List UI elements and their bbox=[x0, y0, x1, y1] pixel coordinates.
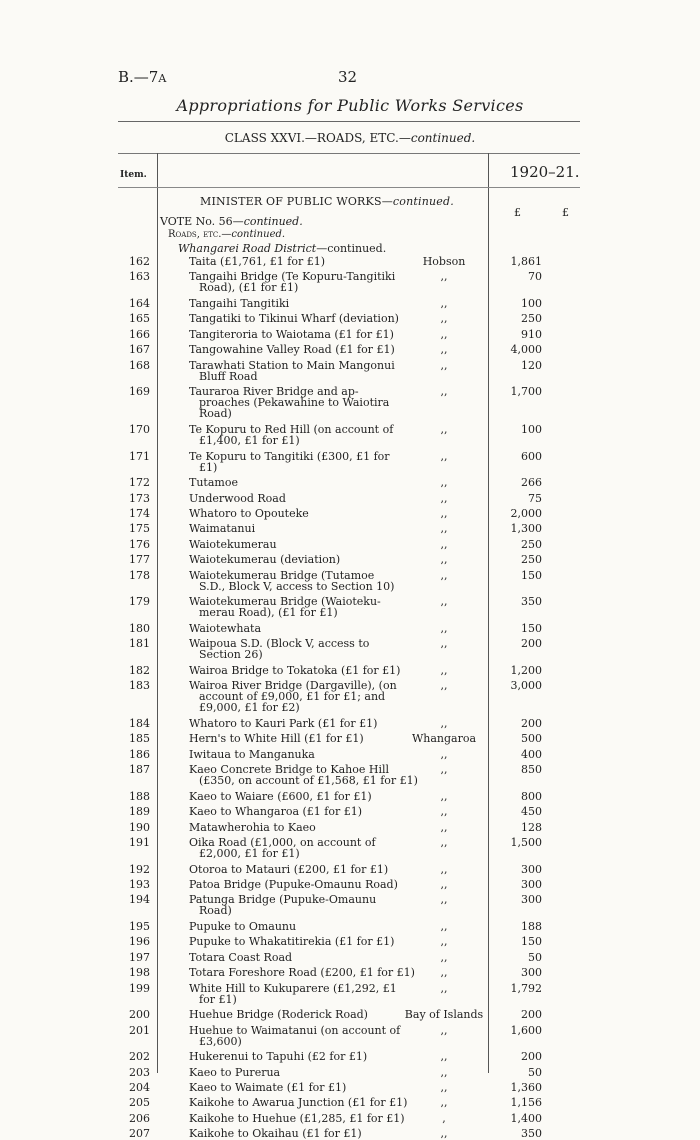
item-number: 200 bbox=[129, 1008, 150, 1022]
amount: 50 bbox=[528, 950, 542, 964]
item-number: 171 bbox=[129, 449, 150, 463]
amount: 600 bbox=[521, 449, 542, 463]
item-description bbox=[189, 983, 419, 1005]
item-number: 168 bbox=[129, 358, 150, 372]
amount: 1,500 bbox=[510, 836, 542, 849]
electoral-district: ,, bbox=[440, 637, 448, 651]
reference-suffix: A bbox=[158, 72, 167, 85]
description-line: Waiotekumerau bbox=[189, 537, 277, 551]
pound-sign-left: £ bbox=[514, 206, 521, 219]
item-column-header: Item. bbox=[120, 170, 147, 180]
item-description bbox=[189, 1082, 419, 1093]
item-description bbox=[189, 271, 419, 293]
electoral-district: ,, bbox=[440, 878, 448, 891]
electoral-district: ,, bbox=[440, 270, 448, 284]
description-line: Te Kopuru to Red Hill (on account of bbox=[189, 423, 394, 436]
roads-continued: continued. bbox=[231, 229, 286, 240]
item-description bbox=[189, 360, 419, 382]
district-heading bbox=[178, 242, 386, 255]
item-number: 190 bbox=[129, 820, 150, 834]
electoral-district: ,, bbox=[440, 920, 448, 933]
electoral-district: ,, bbox=[440, 981, 448, 995]
item-number: 181 bbox=[129, 637, 150, 651]
description-line: £9,000, £1 for £2) bbox=[199, 701, 300, 715]
item-description bbox=[189, 554, 419, 565]
item-description bbox=[189, 921, 419, 932]
electoral-district: ,, bbox=[440, 385, 448, 399]
description-line: Tarawhati Station to Main Mangonui bbox=[189, 358, 395, 372]
description-line: Kaikohe to Awarua Junction (£1 for £1) bbox=[189, 1096, 408, 1110]
electoral-district: ,, bbox=[440, 595, 448, 609]
electoral-district: ,, bbox=[440, 679, 448, 693]
electoral-district: ,, bbox=[440, 476, 448, 490]
item-number: 185 bbox=[129, 732, 150, 746]
description-line: for £1) bbox=[199, 992, 237, 1006]
amount: 450 bbox=[521, 805, 542, 819]
description-line: Bluff Road bbox=[199, 369, 258, 383]
table-top-rule bbox=[118, 153, 580, 154]
item-number: 167 bbox=[129, 343, 150, 357]
description-line: Wairoa River Bridge (Dargaville), (on bbox=[189, 679, 397, 693]
description-line: Kaikohe to Huehue (£1,285, £1 for £1) bbox=[189, 1111, 405, 1125]
item-number: 162 bbox=[129, 255, 150, 268]
description-line: White Hill to Kukuparere (£1,292, £1 bbox=[189, 981, 397, 995]
amount: 300 bbox=[521, 893, 542, 907]
amount: 250 bbox=[521, 312, 542, 326]
item-number: 165 bbox=[129, 312, 150, 326]
item-description bbox=[189, 665, 419, 676]
item-description bbox=[189, 680, 419, 713]
page-number: 32 bbox=[338, 68, 358, 86]
description-line: Kaikohe to Okaihau (£1 for £1) bbox=[189, 1127, 362, 1140]
item-description bbox=[189, 1113, 419, 1124]
item-number: 191 bbox=[129, 836, 150, 849]
item-number: 186 bbox=[129, 747, 150, 761]
item-description bbox=[189, 791, 419, 802]
description-line: Tangaihi Bridge (Te Kopuru-Tangitiki bbox=[189, 270, 396, 284]
amount: 250 bbox=[521, 553, 542, 567]
amount: 1,861 bbox=[510, 255, 542, 268]
item-number: 207 bbox=[129, 1127, 150, 1140]
amount: 1,300 bbox=[510, 522, 542, 536]
amount: 266 bbox=[521, 476, 542, 490]
item-description bbox=[189, 508, 419, 519]
item-number: 205 bbox=[129, 1096, 150, 1110]
description-line: (£350, on account of £1,568, £1 for £1) bbox=[199, 774, 418, 788]
item-number: 187 bbox=[129, 763, 150, 777]
amount: 500 bbox=[521, 732, 542, 746]
electoral-district: Bay of Islands bbox=[404, 1008, 484, 1022]
amount: 200 bbox=[521, 717, 542, 730]
item-number: 178 bbox=[129, 568, 150, 582]
amount: 50 bbox=[528, 1065, 542, 1079]
item-description bbox=[189, 344, 419, 355]
item-number: 163 bbox=[129, 270, 150, 284]
item-column-divider bbox=[157, 153, 158, 1073]
item-number: 204 bbox=[129, 1081, 150, 1094]
item-description bbox=[189, 596, 419, 618]
item-description bbox=[189, 718, 419, 729]
item-number: 173 bbox=[129, 491, 150, 505]
electoral-district: Whangaroa bbox=[411, 732, 477, 746]
item-number: 172 bbox=[129, 476, 150, 490]
description-line: Hukerenui to Tapuhi (£2 for £1) bbox=[189, 1050, 368, 1064]
page-title: Appropriations for Public Works Services bbox=[176, 96, 524, 115]
amount: 100 bbox=[521, 423, 542, 436]
amount: 250 bbox=[521, 537, 542, 551]
item-number: 169 bbox=[129, 385, 150, 399]
item-description bbox=[189, 733, 419, 744]
item-description bbox=[189, 493, 419, 504]
item-description bbox=[189, 256, 419, 267]
description-line: Patunga Bridge (Pupuke-Omaunu bbox=[189, 893, 377, 907]
description-line: Waiotekumerau Bridge (Waioteku- bbox=[189, 595, 381, 609]
electoral-district: Hobson bbox=[422, 255, 466, 268]
description-line: Whatoro to Opouteke bbox=[189, 507, 309, 520]
amount: 1,156 bbox=[510, 1096, 542, 1110]
description-line: Totara Coast Road bbox=[189, 950, 293, 964]
amount: 150 bbox=[521, 935, 542, 949]
description-line: Waiotekumerau Bridge (Tutamoe bbox=[189, 568, 375, 582]
item-number: 199 bbox=[129, 981, 150, 995]
item-description bbox=[189, 1097, 419, 1108]
item-number: 195 bbox=[129, 920, 150, 933]
item-number: 197 bbox=[129, 950, 150, 964]
amount: 300 bbox=[521, 878, 542, 891]
description-line: Underwood Road bbox=[189, 491, 286, 505]
item-number: 202 bbox=[129, 1050, 150, 1064]
roads-label: Roads, etc.— bbox=[168, 229, 232, 240]
description-line: Tutamoe bbox=[189, 476, 238, 490]
electoral-district: ,, bbox=[440, 1096, 448, 1110]
electoral-district: ,, bbox=[440, 507, 448, 520]
electoral-district: ,, bbox=[440, 893, 448, 907]
amount: 910 bbox=[521, 327, 542, 341]
amount: 188 bbox=[521, 920, 542, 933]
item-description bbox=[189, 806, 419, 817]
electoral-district: ,, bbox=[440, 1065, 448, 1079]
reference-main: B.—7 bbox=[118, 68, 159, 86]
electoral-district: ,, bbox=[440, 491, 448, 505]
item-description bbox=[189, 298, 419, 309]
amount: 1,400 bbox=[510, 1111, 542, 1125]
item-number: 194 bbox=[129, 893, 150, 907]
item-description bbox=[189, 967, 419, 978]
description-line: Tangatiki to Tikinui Wharf (deviation) bbox=[189, 312, 399, 326]
item-description bbox=[189, 523, 419, 534]
item-number: 196 bbox=[129, 935, 150, 949]
electoral-district: ,, bbox=[440, 1127, 448, 1140]
ministry-continued: continued. bbox=[392, 195, 454, 208]
description-line: Wairoa Bridge to Tokatoka (£1 for £1) bbox=[189, 663, 401, 677]
amount: 3,000 bbox=[510, 679, 542, 693]
item-number: 176 bbox=[129, 537, 150, 551]
amount: 300 bbox=[521, 862, 542, 876]
electoral-district: ,, bbox=[440, 1050, 448, 1064]
amount: 1,200 bbox=[510, 663, 542, 677]
amount: 150 bbox=[521, 568, 542, 582]
description-line: Matawherohia to Kaeo bbox=[189, 820, 316, 834]
amount: 800 bbox=[521, 789, 542, 803]
amount: 1,700 bbox=[510, 385, 542, 399]
item-description bbox=[189, 424, 419, 446]
description-line: Waipoua S.D. (Block V, access to bbox=[189, 637, 370, 651]
amount: 70 bbox=[528, 270, 542, 284]
amount: 200 bbox=[521, 1008, 542, 1022]
vote-label: VOTE No. 56— bbox=[160, 215, 244, 228]
class-continued: continued. bbox=[410, 131, 476, 145]
item-description bbox=[189, 936, 419, 947]
description-line: Road), (£1 for £1) bbox=[199, 281, 299, 295]
electoral-district: ,, bbox=[440, 423, 448, 436]
description-line: Hern's to White Hill (£1 for £1) bbox=[189, 732, 364, 746]
item-number: 177 bbox=[129, 553, 150, 567]
description-line: £3,600) bbox=[199, 1034, 242, 1048]
electoral-district: ,, bbox=[440, 805, 448, 819]
item-description bbox=[189, 864, 419, 875]
vote-heading bbox=[160, 215, 303, 228]
description-line: Tauraroa River Bridge and ap- bbox=[189, 385, 359, 399]
item-number: 174 bbox=[129, 507, 150, 520]
description-line: £1,400, £1 for £1) bbox=[199, 434, 300, 447]
item-description bbox=[189, 1051, 419, 1062]
ministry-label: MINISTER OF PUBLIC WORKS— bbox=[200, 195, 393, 208]
electoral-district: ,, bbox=[440, 862, 448, 876]
electoral-district: ,, bbox=[440, 820, 448, 834]
item-description bbox=[189, 1025, 419, 1047]
description-line: Tangowahine Valley Road (£1 for £1) bbox=[189, 343, 395, 357]
amount: 128 bbox=[521, 820, 542, 834]
amount: 120 bbox=[521, 358, 542, 372]
electoral-district: ,, bbox=[440, 966, 448, 980]
description-line: proaches (Pekawahine to Waiotira bbox=[199, 396, 390, 410]
item-number: 180 bbox=[129, 621, 150, 635]
description-line: Tangiteroria to Waiotama (£1 for £1) bbox=[189, 327, 394, 341]
amount: 4,000 bbox=[510, 343, 542, 357]
description-line: Otoroa to Matauri (£200, £1 for £1) bbox=[189, 862, 389, 876]
item-description bbox=[189, 539, 419, 550]
description-line: Whatoro to Kauri Park (£1 for £1) bbox=[189, 717, 378, 730]
item-number: 170 bbox=[129, 423, 150, 436]
electoral-district: ,, bbox=[440, 789, 448, 803]
electoral-district: ,, bbox=[440, 343, 448, 357]
description-line: Totara Foreshore Road (£200, £1 for £1) bbox=[189, 966, 415, 980]
description-line: merau Road), (£1 for £1) bbox=[199, 606, 338, 620]
description-line: Patoa Bridge (Pupuke-Omaunu Road) bbox=[189, 878, 398, 891]
amount: 2,000 bbox=[510, 507, 542, 520]
item-description bbox=[189, 894, 419, 916]
amount: 1,600 bbox=[510, 1023, 542, 1037]
item-description bbox=[189, 1128, 419, 1139]
amount: 1,360 bbox=[510, 1081, 542, 1094]
description-line: Tangaihi Tangitiki bbox=[189, 297, 290, 310]
electoral-district: ,, bbox=[440, 763, 448, 777]
amount-column-divider bbox=[488, 153, 489, 1073]
amount: 1,792 bbox=[510, 981, 542, 995]
electoral-district: ,, bbox=[440, 747, 448, 761]
item-number: 182 bbox=[129, 663, 150, 677]
amount: 75 bbox=[528, 491, 542, 505]
item-number: 201 bbox=[129, 1023, 150, 1037]
description-line: Pupuke to Omaunu bbox=[189, 920, 297, 933]
item-number: 198 bbox=[129, 966, 150, 980]
description-line: £2,000, £1 for £1) bbox=[199, 847, 300, 860]
amount: 150 bbox=[521, 621, 542, 635]
electoral-district: ,, bbox=[440, 1023, 448, 1037]
description-line: Waiotekumerau (deviation) bbox=[189, 553, 341, 567]
roads-heading bbox=[168, 229, 285, 240]
description-line: Road) bbox=[199, 904, 232, 918]
item-description bbox=[189, 477, 419, 488]
description-line: account of £9,000, £1 for £1; and bbox=[199, 690, 386, 704]
document-reference bbox=[118, 68, 166, 86]
description-line: Taita (£1,761, £1 for £1) bbox=[189, 255, 326, 268]
electoral-district: ,, bbox=[440, 327, 448, 341]
item-number: 188 bbox=[129, 789, 150, 803]
item-number: 184 bbox=[129, 717, 150, 730]
electoral-district: ,, bbox=[440, 717, 448, 730]
description-line: Pupuke to Whakatitirekia (£1 for £1) bbox=[189, 935, 395, 949]
amount: 350 bbox=[521, 595, 542, 609]
item-description bbox=[189, 879, 419, 890]
item-number: 206 bbox=[129, 1111, 150, 1125]
item-number: 179 bbox=[129, 595, 150, 609]
amount: 200 bbox=[521, 637, 542, 651]
item-number: 183 bbox=[129, 679, 150, 693]
item-description bbox=[189, 1009, 419, 1020]
description-line: Kaeo to Whangaroa (£1 for £1) bbox=[189, 805, 363, 819]
electoral-district: ,, bbox=[440, 935, 448, 949]
description-line: Road) bbox=[199, 407, 232, 421]
electoral-district: , bbox=[442, 1111, 446, 1125]
item-description bbox=[189, 623, 419, 634]
description-line: Section 26) bbox=[199, 648, 263, 662]
description-line: Oika Road (£1,000, on account of bbox=[189, 836, 376, 849]
item-description bbox=[189, 764, 419, 786]
electoral-district: ,, bbox=[440, 663, 448, 677]
amount: 100 bbox=[521, 297, 542, 310]
item-number: 192 bbox=[129, 862, 150, 876]
amount: 850 bbox=[521, 763, 542, 777]
description-line: Kaeo to Waimate (£1 for £1) bbox=[189, 1081, 347, 1094]
item-description bbox=[189, 822, 419, 833]
ministry-heading bbox=[200, 195, 454, 208]
description-line: S.D., Block V, access to Section 10) bbox=[199, 579, 395, 593]
item-number: 203 bbox=[129, 1065, 150, 1079]
item-description bbox=[189, 1067, 419, 1078]
item-description bbox=[189, 329, 419, 340]
description-line: Huehue to Waimatanui (on account of bbox=[189, 1023, 401, 1037]
table-header-rule bbox=[118, 187, 580, 188]
electoral-district: ,, bbox=[440, 553, 448, 567]
description-line: Kaeo Concrete Bridge to Kahoe Hill bbox=[189, 763, 390, 777]
description-line: Waiotewhata bbox=[189, 621, 262, 635]
class-heading bbox=[0, 131, 700, 145]
district-continued: —continued. bbox=[316, 242, 387, 255]
amount: 350 bbox=[521, 1127, 542, 1140]
electoral-district: ,, bbox=[440, 950, 448, 964]
description-line: Te Kopuru to Tangitiki (£300, £1 for bbox=[189, 449, 390, 463]
item-number: 193 bbox=[129, 878, 150, 891]
item-number: 175 bbox=[129, 522, 150, 536]
item-description bbox=[189, 451, 419, 473]
year-column-header: 1920–21. bbox=[510, 163, 580, 181]
item-number: 166 bbox=[129, 327, 150, 341]
amount: 200 bbox=[521, 1050, 542, 1064]
item-number: 164 bbox=[129, 297, 150, 310]
class-label: CLASS XXVI.—ROADS, ETC.— bbox=[224, 131, 411, 145]
description-line: Iwitaua to Manganuka bbox=[189, 747, 315, 761]
item-number: 189 bbox=[129, 805, 150, 819]
item-description bbox=[189, 749, 419, 760]
electoral-district: ,, bbox=[440, 621, 448, 635]
electoral-district: ,, bbox=[440, 836, 448, 849]
vote-continued: continued. bbox=[243, 215, 303, 228]
header-rule bbox=[118, 121, 580, 122]
amount: 400 bbox=[521, 747, 542, 761]
description-line: Huehue Bridge (Roderick Road) bbox=[189, 1008, 368, 1022]
item-description bbox=[189, 570, 419, 592]
electoral-district: ,, bbox=[440, 358, 448, 372]
item-description bbox=[189, 952, 419, 963]
electoral-district: ,, bbox=[440, 1081, 448, 1094]
item-description bbox=[189, 837, 419, 859]
item-description bbox=[189, 313, 419, 324]
electoral-district: ,, bbox=[440, 537, 448, 551]
electoral-district: ,, bbox=[440, 312, 448, 326]
description-line: £1) bbox=[199, 460, 218, 474]
description-line: Kaeo to Purerua bbox=[189, 1065, 281, 1079]
electoral-district: ,, bbox=[440, 449, 448, 463]
electoral-district: ,, bbox=[440, 522, 448, 536]
description-line: Kaeo to Waiare (£600, £1 for £1) bbox=[189, 789, 372, 803]
electoral-district: ,, bbox=[440, 297, 448, 310]
description-line: Waimatanui bbox=[189, 522, 256, 536]
amount: 300 bbox=[521, 966, 542, 980]
item-description bbox=[189, 386, 419, 419]
pound-sign-right: £ bbox=[562, 206, 569, 219]
district-name: Whangarei Road District bbox=[178, 242, 317, 255]
electoral-district: ,, bbox=[440, 568, 448, 582]
item-description bbox=[189, 638, 419, 660]
